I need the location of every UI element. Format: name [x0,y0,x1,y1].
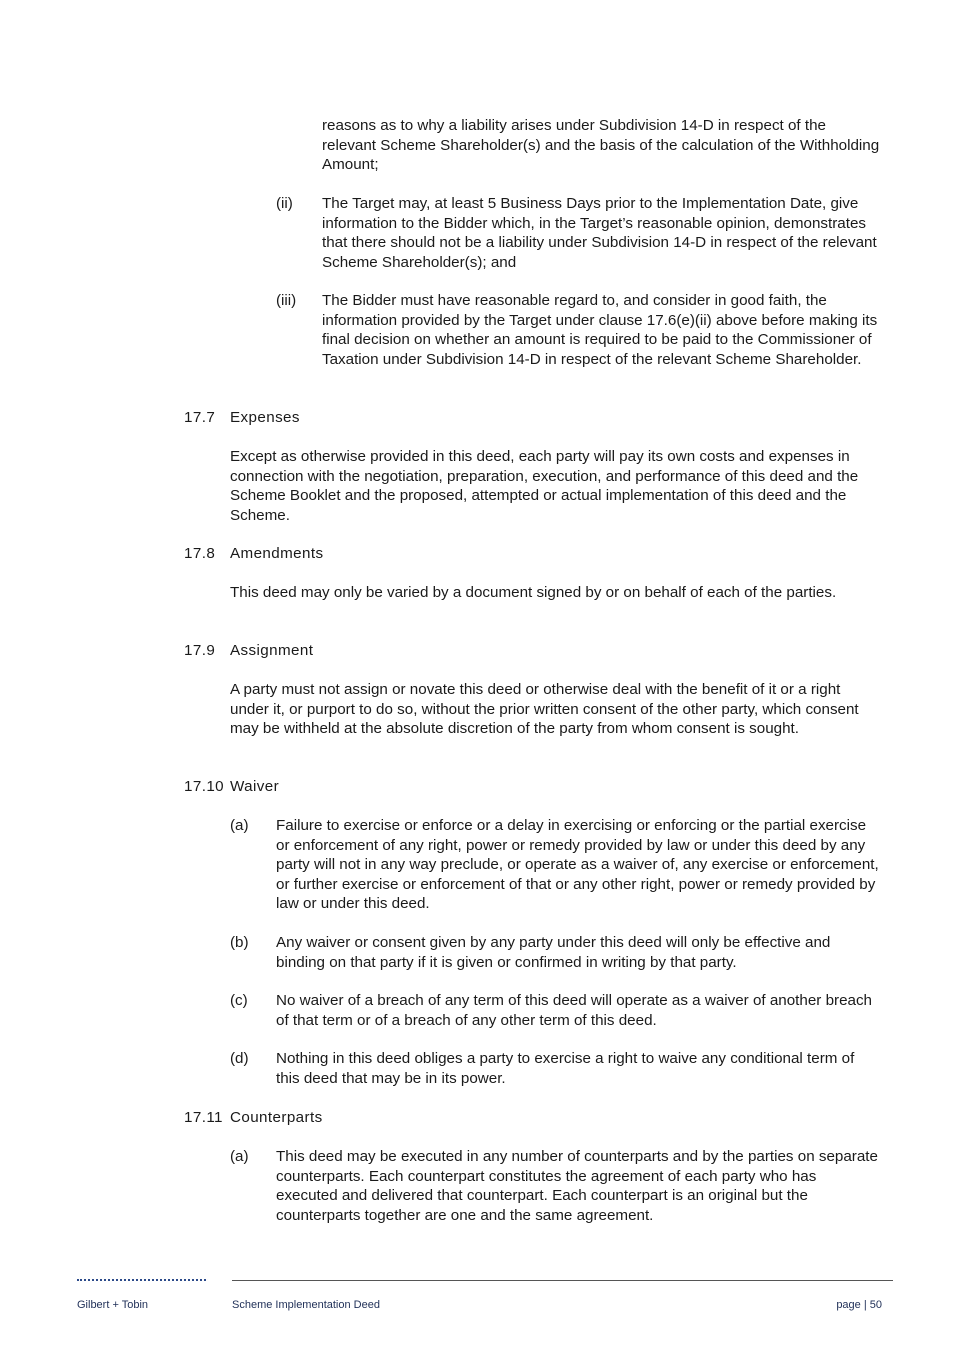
section-number: 17.10 [184,778,225,795]
section-title: Expenses [230,409,300,426]
section-number: 17.9 [184,642,216,659]
waiver-item-text-b: Any waiver or consent given by any party under this deed will only be effective and binding on that party if it is given or confirmed in writing by that party. [276,934,831,971]
section-heading-amendments [184,544,323,564]
counterparts-item-marker-a: (a) [230,1148,249,1165]
footer-document-title: Scheme Implementation Deed [232,1299,380,1311]
footer-rule [232,1280,893,1281]
section-title: Counterparts [230,1109,323,1126]
continuation-paragraph: reasons as to why a liability arises under Subdivision 14-D in respect of the relevant Scheme Shareholder(s) and the basis of the calculation of the Withholding Amount; [322,117,880,173]
section-title: Waiver [230,778,280,795]
waiver-item-text-c: No waiver of a breach of any term of this deed will operate as a waiver of another breach of that term or of a breach of any other term of this deed. [276,992,873,1029]
assignment-paragraph: A party must not assign or novate this deed or otherwise deal with the benefit of it or a right under it, or purport to do so, without the prior written consent of the other party, which consent may be withheld at the absolute discretion of the party from whom consent is sought. [230,681,859,737]
waiver-item-marker-c: (c) [230,992,248,1009]
subclause-text-ii: The Target may, at least 5 Business Days prior to the Implementation Date, give information to the Bidder which, in the Target’s reasonable opinion, demonstrates that there should not be a liability under Subdivision 14-D in respect of the relevant Scheme Shareholder(s); and [322,195,877,271]
section-heading-assignment [184,641,313,661]
footer-dotted-rule [77,1279,206,1281]
counterparts-item-text-a: This deed may be executed in any number of counterparts and by the parties on separate counterparts. Each counterpart constitutes the agreement of each party who has executed and delivered that counterpart. Each counterpart is an original but the counterparts together are one and the same agreement. [276,1148,878,1224]
waiver-item-text-a: Failure to exercise or enforce or a delay in exercising or enforcing or the partial exercise or enforcement of any right, power or remedy provided by law or under this deed by any party will not in any way preclude, or operate as a waiver of, any exercise or enforcement, or further exercise or enforcement of that or any other right, power or remedy provided by law or under this deed. [276,817,879,912]
section-number: 17.11 [184,1109,223,1126]
footer-firm-name: Gilbert + Tobin [77,1299,149,1311]
waiver-item-text-d: Nothing in this deed obliges a party to exercise a right to waive any conditional term of this deed that may be in its power. [276,1050,855,1087]
footer-page-number: page | 50 [836,1299,882,1311]
subclause-marker-ii: (ii) [276,195,293,212]
waiver-item-marker-b: (b) [230,934,249,951]
section-title: Amendments [230,545,324,562]
section-title: Assignment [230,642,314,659]
amendments-paragraph: This deed may only be varied by a document signed by or on behalf of each of the parties. [230,584,837,601]
section-number: 17.8 [184,545,216,562]
section-heading-expenses [184,408,300,428]
section-number: 17.7 [184,409,216,426]
waiver-item-marker-a: (a) [230,817,249,834]
section-heading-waiver [184,777,279,797]
waiver-item-marker-d: (d) [230,1050,249,1067]
subclause-text-iii: The Bidder must have reasonable regard to, and consider in good faith, the information provided by the Target under clause 17.6(e)(ii) above before making its final decision on whether an amount is required to be paid to the Commissioner of Taxation under Subdivision 14-D in respect of the relevant Scheme Shareholder. [322,292,878,368]
expenses-paragraph: Except as otherwise provided in this deed, each party will pay its own costs and expenses in connection with the negotiation, preparation, execution, and performance of this deed and the Scheme Booklet and the proposed, attempted or actual implementation of this deed and the Scheme. [230,448,859,524]
subclause-marker-iii: (iii) [276,292,297,309]
section-heading-counterparts [184,1108,323,1128]
